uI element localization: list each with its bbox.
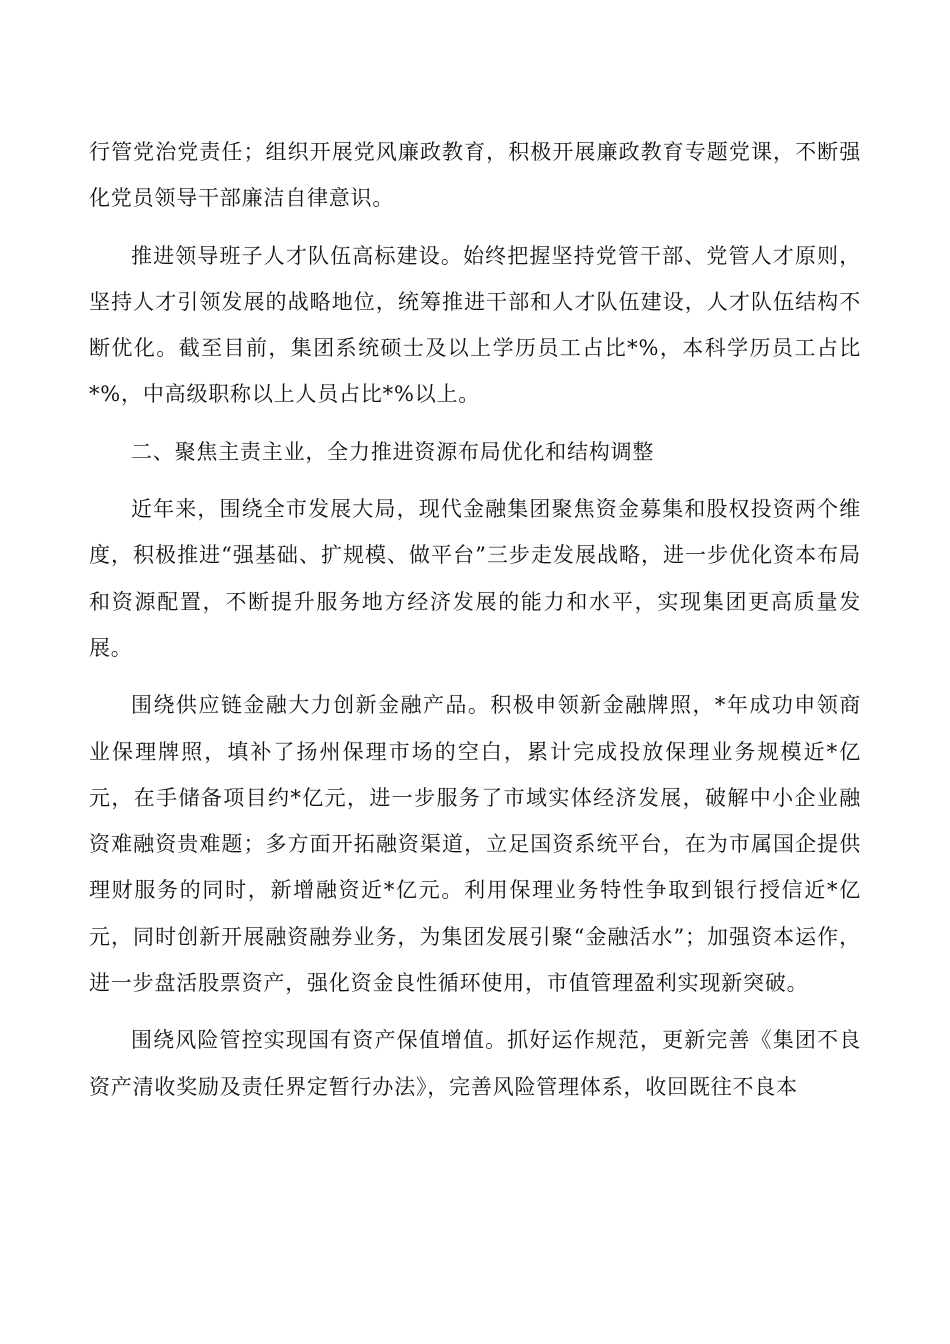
- paragraph: 行管党治党责任；组织开展党风廉政教育，积极开展廉政教育专题党课，不断强化党员领导干部廉洁自律意识。: [89, 140, 861, 211]
- paragraph: 近年来，围绕全市发展大局，现代金融集团聚焦资金募集和股权投资两个维度，积极推进“强基础、扩规模、做平台”三步走发展战略，进一步优化资本布局和资源配置，不断提升服务地方经济发展的能力和水平，实现集团更高质量发展。: [89, 497, 861, 660]
- paragraph: 推进领导班子人才队伍高标建设。始终把握坚持党管干部、党管人才原则，坚持人才引领发展的战略地位，统筹推进干部和人才队伍建设，人才队伍结构不断优化。截至目前，集团系统硕士及以上学历员工占比*%，本科学历员工占比*%，中高级职称以上人员占比*%以上。: [89, 243, 861, 407]
- document-body: [89, 129, 861, 1121]
- paragraph: 围绕风险管控实现国有资产保值增值。抓好运作规范，更新完善《集团不良资产清收奖励及责任界定暂行办法》，完善风险管理体系，收回既往不良本: [89, 1028, 861, 1099]
- paragraph: 围绕供应链金融大力创新金融产品。积极申领新金融牌照，*年成功申领商业保理牌照，填补了扬州保理市场的空白，累计完成投放保理业务规模近*亿元，在手储备项目约*亿元，进一步服务了市域实体经济发展，破解中小企业融资难融资贵难题；多方面开拓融资渠道，立足国资系统平台，在为市属国企提供理财服务的同时，新增融资近*亿元。利用保理业务特性争取到银行授信近*亿元，同时创新开展融资融券业务，为集团发展引聚“金融活水”；加强资本运作，进一步盘活股票资产，强化资金良性循环使用，市值管理盈利实现新突破。: [89, 693, 861, 996]
- section-heading: 二、聚焦主责主业，全力推进资源布局优化和结构调整: [131, 439, 655, 464]
